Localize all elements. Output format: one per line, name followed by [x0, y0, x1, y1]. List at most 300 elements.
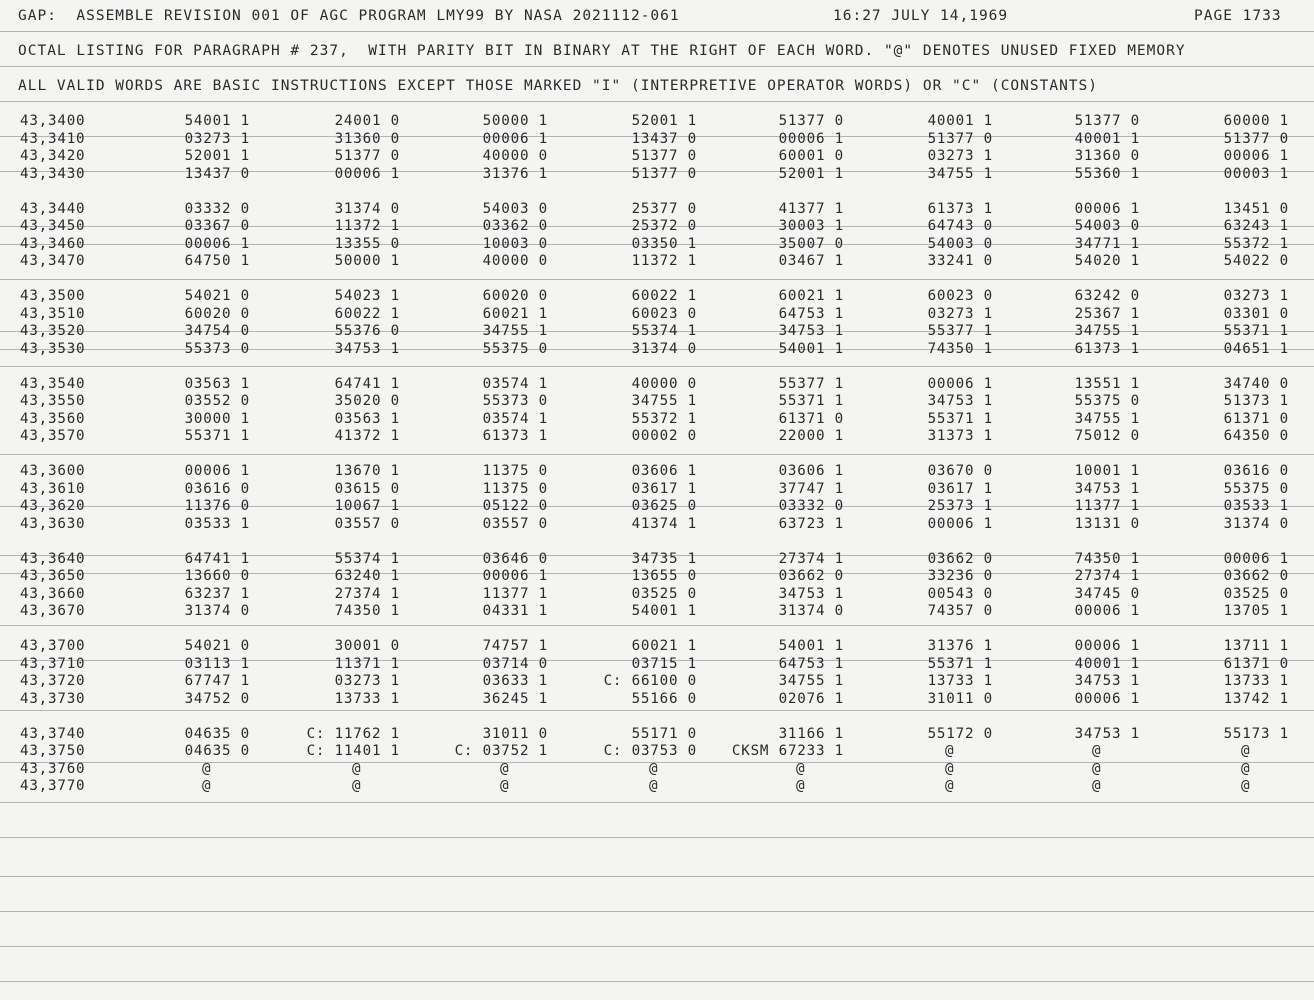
octal-word: 60022 1: [631, 288, 697, 304]
print-timestamp: 16:27 JULY 14,1969: [833, 8, 1009, 24]
listing-row: [0, 673, 1314, 691]
octal-word: 03715 1: [631, 655, 697, 672]
listing-legend: ALL VALID WORDS ARE BASIC INSTRUCTIONS EXCEPT THOSE MARKED "I" (INTERPRETIVE OPERATOR WORDS) OR "C" (CONSTANTS): [18, 78, 1099, 94]
octal-word: 31374 0: [631, 340, 697, 357]
octal-word: 25373 1: [927, 498, 993, 514]
octal-word: 03574 1: [482, 410, 548, 427]
octal-word: 55377 1: [778, 375, 844, 392]
octal-word: 13711 1: [1223, 638, 1289, 654]
octal-word: 75012 0: [1074, 428, 1140, 444]
octal-word: 36245 1: [482, 690, 548, 707]
octal-word: 63242 0: [1074, 288, 1140, 304]
octal-word: 55373 0: [184, 340, 250, 357]
octal-word: 00006 1: [184, 463, 250, 479]
octal-word: 64350 0: [1223, 428, 1289, 444]
octal-word: 50000 1: [482, 113, 548, 129]
octal-word: 31374 0: [1223, 515, 1289, 532]
octal-word: 24001 0: [334, 113, 400, 129]
octal-word: 04331 1: [482, 603, 548, 619]
octal-word: 52001 1: [184, 148, 250, 164]
octal-word: 03617 1: [927, 480, 993, 497]
octal-word: 30003 1: [778, 218, 844, 234]
octal-word: 34755 1: [1074, 410, 1140, 427]
memory-address: 43,3600: [20, 463, 86, 479]
octal-word: 22000 1: [778, 428, 844, 444]
octal-word: 03350 1: [631, 235, 697, 252]
octal-word: 03615 0: [334, 480, 400, 497]
memory-address: 43,3520: [20, 323, 86, 339]
octal-word: 61373 1: [927, 200, 993, 217]
octal-word: 31360 0: [334, 130, 400, 147]
octal-word: 54022 0: [1223, 253, 1289, 269]
unused-word: @: [202, 778, 212, 794]
octal-word: 52001 1: [778, 165, 844, 182]
octal-word: 04651 1: [1223, 340, 1289, 357]
octal-word: 51373 1: [1223, 393, 1289, 409]
octal-word: 34753 1: [334, 340, 400, 357]
octal-word: 03616 0: [1223, 463, 1289, 479]
octal-word: 34735 1: [631, 550, 697, 567]
unused-word: @: [1241, 778, 1251, 794]
octal-word: 35020 0: [334, 393, 400, 409]
octal-word: 64741 1: [184, 550, 250, 567]
octal-word: 55374 1: [334, 550, 400, 567]
octal-word: 33241 0: [927, 253, 993, 269]
octal-word: 25367 1: [1074, 305, 1140, 322]
octal-word: 03646 0: [482, 550, 548, 567]
octal-word: 41374 1: [631, 515, 697, 532]
group-spacer: [0, 183, 1314, 201]
listing-row: [0, 113, 1314, 131]
group-spacer: [0, 446, 1314, 464]
octal-word: 40000 0: [631, 375, 697, 392]
octal-word: 55172 0: [927, 725, 993, 742]
memory-address: 43,3400: [20, 113, 86, 129]
unused-word: @: [649, 760, 659, 777]
listing-row: [0, 166, 1314, 184]
unused-word: @: [796, 760, 806, 777]
listing-row: [0, 341, 1314, 359]
octal-word: 03273 1: [184, 130, 250, 147]
octal-word: 54021 0: [184, 638, 250, 654]
memory-address: 43,3630: [20, 515, 86, 532]
octal-word: 51377 0: [778, 113, 844, 129]
unused-word: @: [352, 760, 362, 777]
octal-word: 55171 0: [631, 725, 697, 742]
octal-word: 00006 1: [482, 130, 548, 147]
memory-address: 43,3530: [20, 340, 86, 357]
octal-word: 41372 1: [334, 428, 400, 444]
listing-row: [0, 253, 1314, 271]
octal-word: 55376 0: [334, 323, 400, 339]
octal-word: 34753 1: [1074, 480, 1140, 497]
listing-row: [0, 376, 1314, 394]
octal-word: 27374 1: [1074, 568, 1140, 584]
listing-row: [0, 778, 1314, 796]
octal-word: 03533 1: [1223, 498, 1289, 514]
octal-word: 60020 0: [184, 305, 250, 322]
octal-word: 03574 1: [482, 375, 548, 392]
octal-word: 03670 0: [927, 463, 993, 479]
octal-word: 54020 1: [1074, 253, 1140, 269]
octal-word: 55173 1: [1223, 725, 1289, 742]
octal-word: 03467 1: [778, 253, 844, 269]
memory-address: 43,3450: [20, 218, 86, 234]
octal-word: 34755 1: [631, 393, 697, 409]
listing-row: [0, 656, 1314, 674]
page-number: PAGE 1733: [1194, 8, 1282, 24]
octal-word: 55377 1: [927, 323, 993, 339]
octal-word: 55371 1: [778, 393, 844, 409]
memory-address: 43,3740: [20, 725, 86, 742]
octal-word: 60021 1: [631, 638, 697, 654]
octal-word: 54001 1: [631, 603, 697, 619]
octal-word: 03525 0: [1223, 585, 1289, 602]
octal-word: 54021 0: [184, 288, 250, 304]
octal-word: 34745 0: [1074, 585, 1140, 602]
memory-address: 43,3550: [20, 393, 86, 409]
octal-word: 03533 1: [184, 515, 250, 532]
octal-word: 34752 0: [184, 690, 250, 707]
group-spacer: [0, 358, 1314, 376]
unused-word: @: [796, 778, 806, 794]
octal-word: 55373 0: [482, 393, 548, 409]
octal-word: 35007 0: [778, 235, 844, 252]
listing-row: [0, 323, 1314, 341]
memory-address: 43,3540: [20, 375, 86, 392]
unused-word: @: [500, 778, 510, 794]
octal-word: 55371 1: [184, 428, 250, 444]
memory-address: 43,3420: [20, 148, 86, 164]
octal-word: 31011 0: [482, 725, 548, 742]
octal-word: 13131 0: [1074, 515, 1140, 532]
octal-word: 03332 0: [778, 498, 844, 514]
octal-word: 55166 0: [631, 690, 697, 707]
octal-word: 60023 0: [927, 288, 993, 304]
octal-word: 55375 0: [1074, 393, 1140, 409]
octal-word: 60021 1: [778, 288, 844, 304]
octal-word: 13437 0: [631, 130, 697, 147]
octal-word: 31011 0: [927, 690, 993, 707]
octal-word: 00006 1: [1074, 638, 1140, 654]
octal-word: 00006 1: [334, 165, 400, 182]
octal-word: 31374 0: [334, 200, 400, 217]
octal-word: 00003 1: [1223, 165, 1289, 182]
octal-word: 03557 0: [482, 515, 548, 532]
octal-word: 00006 1: [778, 130, 844, 147]
octal-word: 31360 0: [1074, 148, 1140, 164]
listing-row: [0, 236, 1314, 254]
octal-word: 41377 1: [778, 200, 844, 217]
octal-word: 34755 1: [778, 673, 844, 689]
memory-address: 43,3760: [20, 760, 86, 777]
octal-word: 63243 1: [1223, 218, 1289, 234]
memory-address: 43,3650: [20, 568, 86, 584]
unused-word: @: [945, 743, 955, 759]
octal-word: 11375 0: [482, 463, 548, 479]
octal-word: 13355 0: [334, 235, 400, 252]
octal-word: 55375 0: [482, 340, 548, 357]
octal-word: 60020 0: [482, 288, 548, 304]
octal-word: CKSM 67233 1: [731, 743, 844, 759]
listing-row: [0, 148, 1314, 166]
octal-word: C: 03753 0: [603, 743, 697, 759]
octal-word: 25372 0: [631, 218, 697, 234]
octal-word: 03633 1: [482, 673, 548, 689]
listing-row: [0, 498, 1314, 516]
octal-word: C: 66100 0: [603, 673, 697, 689]
octal-word: 03301 0: [1223, 305, 1289, 322]
octal-word: 00006 1: [927, 375, 993, 392]
octal-word: 40001 1: [1074, 655, 1140, 672]
octal-word: 00006 1: [1223, 550, 1289, 567]
octal-word: 67747 1: [184, 673, 250, 689]
octal-word: 64753 1: [778, 305, 844, 322]
octal-word: 03616 0: [184, 480, 250, 497]
octal-word: 34755 1: [1074, 323, 1140, 339]
unused-word: @: [1092, 760, 1102, 777]
octal-word: 34740 0: [1223, 375, 1289, 392]
octal-word: 40000 0: [482, 148, 548, 164]
octal-word: 54003 0: [927, 235, 993, 252]
listing-title: GAP: ASSEMBLE REVISION 001 OF AGC PROGRAM LMY99 BY NASA 2021112-061: [18, 8, 680, 24]
memory-address: 43,3430: [20, 165, 86, 182]
octal-word: 64743 0: [927, 218, 993, 234]
memory-address: 43,3660: [20, 585, 86, 602]
unused-word: @: [352, 778, 362, 794]
memory-address: 43,3610: [20, 480, 86, 497]
octal-word: 00002 0: [631, 428, 697, 444]
octal-word: 34755 1: [482, 323, 548, 339]
octal-word: 03662 0: [927, 550, 993, 567]
octal-word: 03273 1: [927, 148, 993, 164]
octal-word: 55372 1: [631, 410, 697, 427]
listing-row: [0, 428, 1314, 446]
octal-word: 61371 0: [1223, 655, 1289, 672]
listing-row: [0, 761, 1314, 779]
memory-address: 43,3620: [20, 498, 86, 514]
octal-word: 54003 0: [482, 200, 548, 217]
octal-word: 60000 1: [1223, 113, 1289, 129]
unused-word: @: [945, 760, 955, 777]
memory-address: 43,3570: [20, 428, 86, 444]
octal-word: 60001 0: [778, 148, 844, 164]
unused-word: @: [202, 760, 212, 777]
octal-word: 03714 0: [482, 655, 548, 672]
octal-word: 05122 0: [482, 498, 548, 514]
octal-word: 00006 1: [1074, 690, 1140, 707]
octal-word: 54023 1: [334, 288, 400, 304]
octal-word: 34754 0: [184, 323, 250, 339]
listing-row: [0, 288, 1314, 306]
group-spacer: [0, 708, 1314, 726]
octal-word: 00006 1: [1223, 148, 1289, 164]
octal-word: 03273 1: [927, 305, 993, 322]
octal-word: 11372 1: [631, 253, 697, 269]
octal-word: 03625 0: [631, 498, 697, 514]
octal-word: 31374 0: [184, 603, 250, 619]
group-spacer: [0, 533, 1314, 551]
octal-word: 11377 1: [482, 585, 548, 602]
octal-word: 03563 1: [334, 410, 400, 427]
octal-word: 55372 1: [1223, 235, 1289, 252]
unused-word: @: [1092, 778, 1102, 794]
octal-word: 03273 1: [334, 673, 400, 689]
octal-word: 51377 0: [334, 148, 400, 164]
octal-word: 55374 1: [631, 323, 697, 339]
octal-word: 30000 1: [184, 410, 250, 427]
octal-word: 03563 1: [184, 375, 250, 392]
octal-word: 55371 1: [1223, 323, 1289, 339]
octal-word: 31376 1: [927, 638, 993, 654]
octal-word: 13655 0: [631, 568, 697, 584]
memory-address: 43,3710: [20, 655, 86, 672]
octal-word: 03617 1: [631, 480, 697, 497]
unused-word: @: [1241, 760, 1251, 777]
octal-word: 51377 0: [1223, 130, 1289, 147]
octal-word: 00006 1: [927, 515, 993, 532]
octal-word: 74350 1: [927, 340, 993, 357]
memory-address: 43,3410: [20, 130, 86, 147]
octal-word: 00006 1: [1074, 603, 1140, 619]
octal-word: 03332 0: [184, 200, 250, 217]
octal-word: 51377 0: [631, 148, 697, 164]
octal-word: 03362 0: [482, 218, 548, 234]
octal-word: 10001 1: [1074, 463, 1140, 479]
octal-word: 60022 1: [334, 305, 400, 322]
listing-row: [0, 201, 1314, 219]
memory-address: 43,3700: [20, 638, 86, 654]
octal-word: 00543 0: [927, 585, 993, 602]
octal-word: 54003 0: [1074, 218, 1140, 234]
octal-word: 34753 1: [1074, 725, 1140, 742]
octal-word: 00006 1: [482, 568, 548, 584]
octal-word: 54001 1: [778, 340, 844, 357]
octal-word: 03662 0: [1223, 568, 1289, 584]
memory-address: 43,3770: [20, 778, 86, 794]
octal-word: 00006 1: [1074, 200, 1140, 217]
octal-word: 52001 1: [631, 113, 697, 129]
listing-row: [0, 481, 1314, 499]
octal-word: 40001 1: [927, 113, 993, 129]
octal-word: 25377 0: [631, 200, 697, 217]
octal-word: 51377 0: [927, 130, 993, 147]
octal-word: 11376 0: [184, 498, 250, 514]
memory-address: 43,3730: [20, 690, 86, 707]
listing-row: [0, 218, 1314, 236]
listing-row: [0, 726, 1314, 744]
octal-word: 40000 0: [482, 253, 548, 269]
listing-row: [0, 306, 1314, 324]
octal-word: 11371 1: [334, 655, 400, 672]
octal-word: 50000 1: [334, 253, 400, 269]
octal-word: 03662 0: [778, 568, 844, 584]
octal-word: 13733 1: [1223, 673, 1289, 689]
octal-word: 34771 1: [1074, 235, 1140, 252]
octal-word: 13437 0: [184, 165, 250, 182]
octal-word: 64741 1: [334, 375, 400, 392]
octal-word: 55360 1: [1074, 165, 1140, 182]
octal-word: 11377 1: [1074, 498, 1140, 514]
octal-word: 13451 0: [1223, 200, 1289, 217]
octal-word: 51377 0: [631, 165, 697, 182]
octal-word: 10067 1: [334, 498, 400, 514]
octal-word: 27374 1: [778, 550, 844, 567]
octal-word: 55375 0: [1223, 480, 1289, 497]
octal-word: 13660 0: [184, 568, 250, 584]
unused-word: @: [1241, 743, 1251, 759]
octal-word: 13733 1: [334, 690, 400, 707]
octal-word: 03273 1: [1223, 288, 1289, 304]
octal-word: C: 11762 1: [306, 725, 400, 742]
octal-word: C: 03752 1: [454, 743, 548, 759]
listing-row: [0, 551, 1314, 569]
listing-row: [0, 743, 1314, 761]
octal-word: 11372 1: [334, 218, 400, 234]
octal-word: 10003 0: [482, 235, 548, 252]
listing-row: [0, 131, 1314, 149]
memory-address: 43,3500: [20, 288, 86, 304]
octal-word: 60023 0: [631, 305, 697, 322]
octal-word: 33236 0: [927, 568, 993, 584]
octal-word: 34753 1: [778, 323, 844, 339]
octal-word: C: 11401 1: [306, 743, 400, 759]
memory-address: 43,3670: [20, 603, 86, 619]
unused-word: @: [1092, 743, 1102, 759]
octal-word: 31374 0: [778, 603, 844, 619]
octal-word: 63723 1: [778, 515, 844, 532]
octal-listing-table: [0, 113, 1314, 796]
octal-word: 31166 1: [778, 725, 844, 742]
octal-word: 31376 1: [482, 165, 548, 182]
octal-word: 63237 1: [184, 585, 250, 602]
listing-row: [0, 638, 1314, 656]
memory-address: 43,3510: [20, 305, 86, 322]
group-spacer: [0, 271, 1314, 289]
octal-word: 11375 0: [482, 480, 548, 497]
octal-word: 61371 0: [778, 410, 844, 427]
octal-word: 03525 0: [631, 585, 697, 602]
memory-address: 43,3720: [20, 673, 86, 689]
memory-address: 43,3440: [20, 200, 86, 217]
octal-word: 03606 1: [778, 463, 844, 479]
octal-word: 61373 1: [1074, 340, 1140, 357]
octal-word: 27374 1: [334, 585, 400, 602]
octal-word: 13733 1: [927, 673, 993, 689]
octal-word: 54001 1: [184, 113, 250, 129]
octal-word: 03552 0: [184, 393, 250, 409]
octal-word: 13551 1: [1074, 375, 1140, 392]
octal-word: 34753 1: [1074, 673, 1140, 689]
listing-row: [0, 393, 1314, 411]
memory-address: 43,3640: [20, 550, 86, 567]
octal-word: 34755 1: [927, 165, 993, 182]
octal-word: 40001 1: [1074, 130, 1140, 147]
octal-word: 03113 1: [184, 655, 250, 672]
octal-word: 55371 1: [927, 655, 993, 672]
unused-word: @: [500, 760, 510, 777]
octal-word: 74350 1: [1074, 550, 1140, 567]
listing-row: [0, 516, 1314, 534]
group-spacer: [0, 621, 1314, 639]
octal-word: 13705 1: [1223, 603, 1289, 619]
octal-word: 13670 1: [334, 463, 400, 479]
octal-word: 34753 1: [778, 585, 844, 602]
unused-word: @: [945, 778, 955, 794]
octal-word: 55371 1: [927, 410, 993, 427]
octal-word: 34753 1: [927, 393, 993, 409]
listing-row: [0, 568, 1314, 586]
